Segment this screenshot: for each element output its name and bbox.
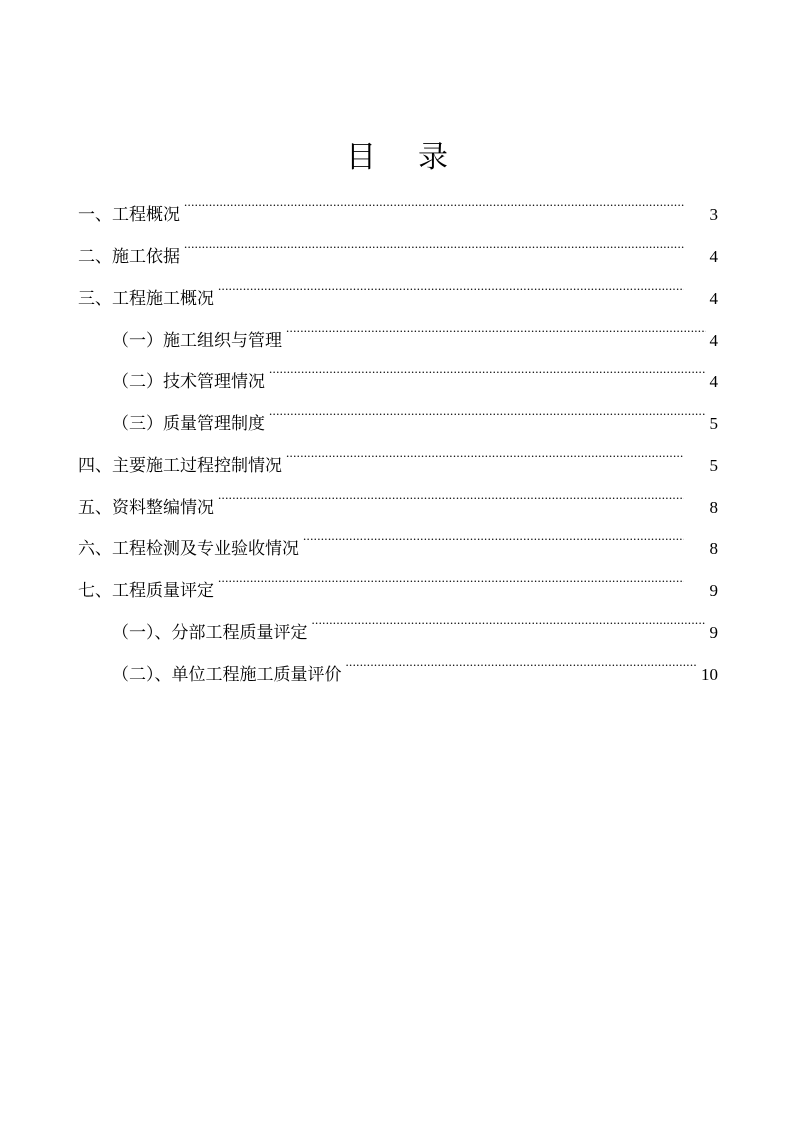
toc-entry[interactable] bbox=[78, 429, 718, 476]
toc-entry-page: 4 bbox=[709, 247, 718, 266]
toc-leader-dots bbox=[184, 220, 684, 262]
toc-entry-page: 9 bbox=[709, 623, 718, 642]
toc-leader-dots bbox=[286, 304, 706, 346]
toc-entry-text: 七、工程质量评定 bbox=[78, 581, 214, 601]
toc-entry[interactable] bbox=[78, 178, 718, 225]
toc-entry-text: （一）、分部工程质量评定 bbox=[112, 623, 308, 643]
toc-entry[interactable] bbox=[78, 220, 718, 267]
toc-entry-page: 8 bbox=[709, 498, 718, 517]
toc-entry-page: 10 bbox=[701, 665, 718, 684]
toc-entry-page: 8 bbox=[709, 539, 718, 558]
toc-entry-text: （三）质量管理制度 bbox=[112, 414, 265, 434]
toc-leader-dots bbox=[312, 596, 706, 638]
toc-entry-text: 四、主要施工过程控制情况 bbox=[78, 456, 282, 476]
toc-leader-dots bbox=[218, 471, 684, 513]
toc-entry-page: 9 bbox=[709, 581, 718, 600]
toc-entry-text: 三、工程施工概况 bbox=[78, 289, 214, 309]
toc-entry-page: 4 bbox=[709, 372, 718, 391]
toc-entry-text: 五、资料整编情况 bbox=[78, 498, 214, 518]
toc-entry-text: （二）技术管理情况 bbox=[112, 372, 265, 392]
toc-subentry[interactable] bbox=[112, 596, 718, 643]
toc-subentry[interactable] bbox=[112, 345, 718, 392]
toc-leader-dots bbox=[269, 345, 706, 387]
toc-leader-dots bbox=[218, 262, 684, 304]
toc-entry-page: 5 bbox=[709, 456, 718, 475]
toc-title-char-2: 录 bbox=[418, 140, 448, 175]
toc-subentry[interactable] bbox=[112, 638, 718, 685]
toc-entry-page: 3 bbox=[709, 205, 718, 224]
toc-entry[interactable] bbox=[78, 262, 718, 309]
toc-entry[interactable] bbox=[78, 471, 718, 518]
toc-entry-text: 六、工程检测及专业验收情况 bbox=[78, 539, 299, 559]
toc-entry-page: 4 bbox=[709, 289, 718, 308]
toc-entry-text: 一、工程概况 bbox=[78, 205, 180, 225]
toc-leader-dots bbox=[184, 178, 684, 220]
toc-leader-dots bbox=[218, 554, 684, 596]
toc-leader-dots bbox=[346, 638, 698, 680]
toc-entry-page: 5 bbox=[709, 414, 718, 433]
toc-subentry[interactable] bbox=[112, 304, 718, 351]
toc-title bbox=[0, 138, 794, 178]
toc-leader-dots bbox=[303, 512, 684, 554]
toc-title-char-1: 目 bbox=[346, 140, 376, 175]
toc-entry-text: （二）、单位工程施工质量评价 bbox=[112, 665, 342, 685]
toc-entry-text: 二、施工依据 bbox=[78, 247, 180, 267]
toc-subentry[interactable] bbox=[112, 387, 718, 434]
toc-entry[interactable] bbox=[78, 512, 718, 559]
toc-entry[interactable] bbox=[78, 554, 718, 601]
toc-leader-dots bbox=[269, 387, 706, 429]
toc-entry-text: （一）施工组织与管理 bbox=[112, 331, 282, 351]
toc-entry-page: 4 bbox=[709, 331, 718, 350]
toc-leader-dots bbox=[286, 429, 684, 471]
